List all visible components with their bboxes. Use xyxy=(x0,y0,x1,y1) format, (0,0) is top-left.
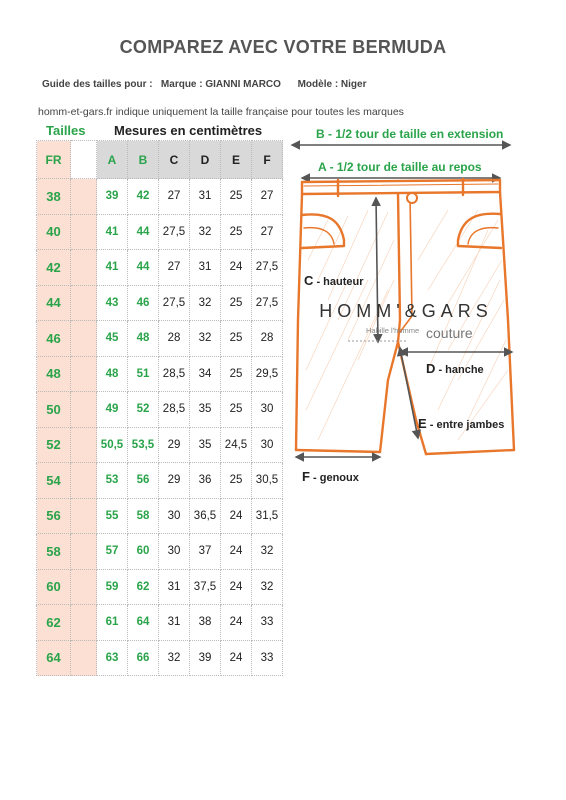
measure-cell: 35 xyxy=(190,392,221,428)
measure-cell: 38 xyxy=(190,605,221,641)
measure-cell: 27,5 xyxy=(159,214,190,250)
measure-cell: 27,5 xyxy=(252,285,283,321)
measure-cell: 27,5 xyxy=(252,250,283,286)
table-row xyxy=(37,285,283,321)
measure-cell: 32 xyxy=(190,214,221,250)
measure-cell: 31 xyxy=(190,179,221,215)
measure-cell: 30 xyxy=(159,534,190,570)
label-f xyxy=(302,469,360,484)
measure-cell: 34 xyxy=(190,356,221,392)
column-header: A xyxy=(97,141,128,179)
label-a xyxy=(318,160,482,174)
measure-cell: 25 xyxy=(221,392,252,428)
measure-cell: 25 xyxy=(221,285,252,321)
spacer-cell xyxy=(71,214,97,250)
measure-cell: 56 xyxy=(128,463,159,499)
label-a-text: - 1/2 tour de taille au repos xyxy=(326,160,482,174)
measure-cell: 24,5 xyxy=(221,427,252,463)
column-header: D xyxy=(190,141,221,179)
label-f-letter: F xyxy=(302,469,310,484)
spacer-cell xyxy=(71,356,97,392)
table-row xyxy=(37,569,283,605)
table-row xyxy=(37,498,283,534)
measure-cell: 41 xyxy=(97,214,128,250)
measure-cell: 32 xyxy=(252,569,283,605)
measure-cell: 28 xyxy=(159,321,190,357)
column-header: FR xyxy=(37,141,71,179)
label-f-text: - genoux xyxy=(309,472,359,484)
measure-cell: 30 xyxy=(252,427,283,463)
label-a-letter: A xyxy=(318,160,327,174)
spacer-cell xyxy=(71,640,97,676)
measure-cell: 31 xyxy=(190,250,221,286)
logo-tagline: Habille l'homme xyxy=(366,326,420,335)
label-b xyxy=(316,127,503,141)
measure-cell: 50,5 xyxy=(97,427,128,463)
measure-cell: 53 xyxy=(97,463,128,499)
label-e-letter: E xyxy=(418,416,427,431)
column-header: C xyxy=(159,141,190,179)
size-cell: 40 xyxy=(37,214,71,250)
size-note: homm-et-gars.fr indique uniquement la taille française pour toutes les marques xyxy=(38,106,404,118)
page-title: COMPAREZ AVEC VOTRE BERMUDA xyxy=(119,37,447,57)
measure-cell: 31,5 xyxy=(252,498,283,534)
table-row xyxy=(37,640,283,676)
label-e xyxy=(418,416,504,431)
table-row xyxy=(37,605,283,641)
label-d-letter: D xyxy=(426,361,436,376)
measure-cell: 27 xyxy=(252,179,283,215)
measure-cell: 28,5 xyxy=(159,392,190,428)
size-cell: 56 xyxy=(37,498,71,534)
button-icon xyxy=(407,193,417,203)
measure-cell: 36 xyxy=(190,463,221,499)
table-row xyxy=(37,427,283,463)
measure-cell: 24 xyxy=(221,640,252,676)
spacer-cell xyxy=(71,605,97,641)
table-row xyxy=(37,250,283,286)
table-row xyxy=(37,214,283,250)
measure-cell: 30 xyxy=(159,498,190,534)
measure-cell: 33 xyxy=(252,640,283,676)
measure-cell: 27,5 xyxy=(159,285,190,321)
spacer-cell xyxy=(71,141,97,179)
measure-cell: 48 xyxy=(97,356,128,392)
column-header: F xyxy=(252,141,283,179)
measure-cell: 35 xyxy=(190,427,221,463)
size-cell: 54 xyxy=(37,463,71,499)
size-cell: 42 xyxy=(37,250,71,286)
measure-cell: 29 xyxy=(159,463,190,499)
bermuda-diagram xyxy=(288,120,524,490)
table-row xyxy=(37,356,283,392)
column-header: B xyxy=(128,141,159,179)
shorts-hatching xyxy=(306,210,508,440)
label-c xyxy=(304,273,364,288)
measure-cell: 25 xyxy=(221,463,252,499)
size-cell: 52 xyxy=(37,427,71,463)
spacer-cell xyxy=(71,392,97,428)
measure-cell: 36,5 xyxy=(190,498,221,534)
measure-cell: 29 xyxy=(159,427,190,463)
measure-cell: 27 xyxy=(159,250,190,286)
measure-cell: 51 xyxy=(128,356,159,392)
label-d-text: - hanche xyxy=(435,364,484,376)
measure-cell: 63 xyxy=(97,640,128,676)
size-cell: 44 xyxy=(37,285,71,321)
measure-cell: 43 xyxy=(97,285,128,321)
measure-cell: 25 xyxy=(221,321,252,357)
guide-model: Modèle : Niger xyxy=(297,79,367,90)
measure-cell: 45 xyxy=(97,321,128,357)
size-cell: 58 xyxy=(37,534,71,570)
spacer-cell xyxy=(71,179,97,215)
measure-cell: 29,5 xyxy=(252,356,283,392)
measure-cell: 25 xyxy=(221,214,252,250)
measure-cell: 52 xyxy=(128,392,159,428)
measure-cell: 59 xyxy=(97,569,128,605)
label-d xyxy=(426,361,484,376)
spacer-cell xyxy=(71,534,97,570)
size-guide-line xyxy=(42,79,367,90)
column-header: E xyxy=(221,141,252,179)
measure-cell: 60 xyxy=(128,534,159,570)
measure-cell: 24 xyxy=(221,250,252,286)
size-cell: 38 xyxy=(37,179,71,215)
label-e-text: - entre jambes xyxy=(426,419,505,431)
measure-cell: 33 xyxy=(252,605,283,641)
measure-cell: 25 xyxy=(221,179,252,215)
table-row xyxy=(37,321,283,357)
size-cell: 46 xyxy=(37,321,71,357)
measure-cell: 27 xyxy=(159,179,190,215)
table-row xyxy=(37,463,283,499)
spacer-cell xyxy=(71,463,97,499)
measure-cell: 25 xyxy=(221,356,252,392)
measure-cell: 46 xyxy=(128,285,159,321)
measure-cell: 32 xyxy=(252,534,283,570)
measure-cell: 39 xyxy=(190,640,221,676)
size-cell: 64 xyxy=(37,640,71,676)
measure-cell: 64 xyxy=(128,605,159,641)
spacer-cell xyxy=(71,285,97,321)
spacer-cell xyxy=(71,498,97,534)
logo-sub: couture xyxy=(426,325,473,341)
measure-cell: 42 xyxy=(128,179,159,215)
measure-cell: 31 xyxy=(159,569,190,605)
measure-cell: 48 xyxy=(128,321,159,357)
mesures-heading: Mesures en centimètres xyxy=(114,123,263,138)
table-row xyxy=(37,179,283,215)
measure-cell: 58 xyxy=(128,498,159,534)
measure-cell: 24 xyxy=(221,569,252,605)
measure-cell: 44 xyxy=(128,250,159,286)
spacer-cell xyxy=(71,427,97,463)
measure-cell: 30,5 xyxy=(252,463,283,499)
measure-cell: 39 xyxy=(97,179,128,215)
label-b-text: - 1/2 tour de taille en extension xyxy=(324,127,504,141)
tailles-heading: Tailles xyxy=(46,123,86,138)
measure-cell: 31 xyxy=(159,605,190,641)
size-cell: 60 xyxy=(37,569,71,605)
guide-label: Guide des tailles pour : xyxy=(42,79,153,90)
size-cell: 62 xyxy=(37,605,71,641)
measure-cell: 24 xyxy=(221,605,252,641)
measure-cell: 32 xyxy=(159,640,190,676)
label-c-letter: C xyxy=(304,273,314,288)
size-table xyxy=(36,140,283,676)
measure-cell: 27 xyxy=(252,214,283,250)
measure-cell: 41 xyxy=(97,250,128,286)
measure-cell: 44 xyxy=(128,214,159,250)
arrow-e xyxy=(400,348,418,438)
measure-cell: 57 xyxy=(97,534,128,570)
table-row xyxy=(37,534,283,570)
measure-cell: 32 xyxy=(190,321,221,357)
measure-cell: 49 xyxy=(97,392,128,428)
measure-cell: 55 xyxy=(97,498,128,534)
measure-cell: 28 xyxy=(252,321,283,357)
measure-cell: 66 xyxy=(128,640,159,676)
measure-cell: 32 xyxy=(190,285,221,321)
measure-cell: 37,5 xyxy=(190,569,221,605)
measure-cell: 62 xyxy=(128,569,159,605)
measure-cell: 53,5 xyxy=(128,427,159,463)
measure-cell: 30 xyxy=(252,392,283,428)
label-b-letter: B xyxy=(316,127,325,141)
size-cell: 48 xyxy=(37,356,71,392)
spacer-cell xyxy=(71,569,97,605)
size-cell: 50 xyxy=(37,392,71,428)
spacer-cell xyxy=(71,321,97,357)
measure-cell: 37 xyxy=(190,534,221,570)
table-row xyxy=(37,392,283,428)
label-c-text: - hauteur xyxy=(313,276,364,288)
measure-cell: 24 xyxy=(221,498,252,534)
brand-logo: HOMM'&GARS xyxy=(319,301,493,321)
guide-brand: Marque : GIANNI MARCO xyxy=(160,79,281,90)
spacer-cell xyxy=(71,250,97,286)
measure-cell: 24 xyxy=(221,534,252,570)
measure-cell: 61 xyxy=(97,605,128,641)
measure-cell: 28,5 xyxy=(159,356,190,392)
table-header-row xyxy=(37,141,283,179)
